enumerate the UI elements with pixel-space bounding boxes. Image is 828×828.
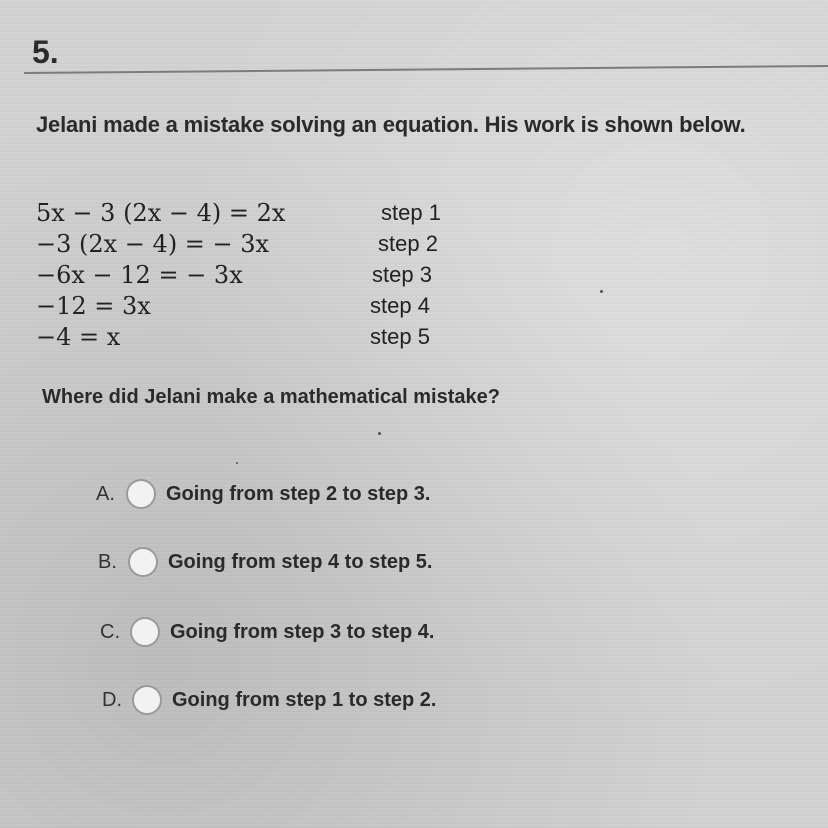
option-b[interactable] — [98, 542, 432, 582]
work-row-4 — [36, 293, 466, 324]
option-letter: A. — [96, 482, 115, 505]
question-prompt: Jelani made a mistake solving an equation. His work is shown below. — [36, 112, 746, 137]
work-equation: −12 = 3x — [36, 292, 151, 320]
work-step-label: step 2 — [378, 231, 438, 256]
work-equation: −3 (2x − 4) = − 3x — [36, 230, 270, 258]
option-c[interactable] — [100, 612, 434, 652]
work-row-1 — [36, 200, 466, 231]
work-row-3 — [36, 262, 466, 293]
work-equation: 5x − 3 (2x − 4) = 2x — [36, 199, 286, 227]
option-letter: D. — [102, 688, 122, 711]
radio-button-icon[interactable] — [128, 547, 158, 577]
option-text: Going from step 4 to step 5. — [168, 550, 433, 573]
radio-button-icon[interactable] — [130, 617, 160, 647]
radio-button-icon[interactable] — [132, 685, 162, 715]
paper-speck — [236, 462, 238, 464]
option-letter: C. — [100, 620, 120, 643]
work-step-label: step 4 — [370, 293, 430, 318]
work-row-5 — [36, 324, 466, 355]
work-row-2 — [36, 231, 466, 262]
question-ask: Where did Jelani make a mathematical mistake? — [42, 386, 500, 408]
option-letter: B. — [98, 550, 117, 573]
work-step-label: step 1 — [381, 200, 441, 225]
work-equation: −4 = x — [36, 323, 121, 351]
paper-speck — [600, 290, 603, 293]
question-number: 5. — [32, 34, 59, 70]
work-equation: −6x − 12 = − 3x — [36, 261, 243, 289]
work-step-label: step 3 — [372, 262, 432, 287]
header-divider — [24, 65, 828, 74]
work-steps — [36, 200, 466, 355]
paper-speck — [378, 432, 381, 435]
option-d[interactable] — [102, 680, 436, 720]
radio-button-icon[interactable] — [126, 479, 156, 509]
option-text: Going from step 3 to step 4. — [170, 620, 435, 643]
option-text: Going from step 1 to step 2. — [172, 688, 437, 711]
option-text: Going from step 2 to step 3. — [166, 482, 431, 505]
option-a[interactable] — [96, 474, 430, 514]
work-step-label: step 5 — [370, 324, 430, 349]
